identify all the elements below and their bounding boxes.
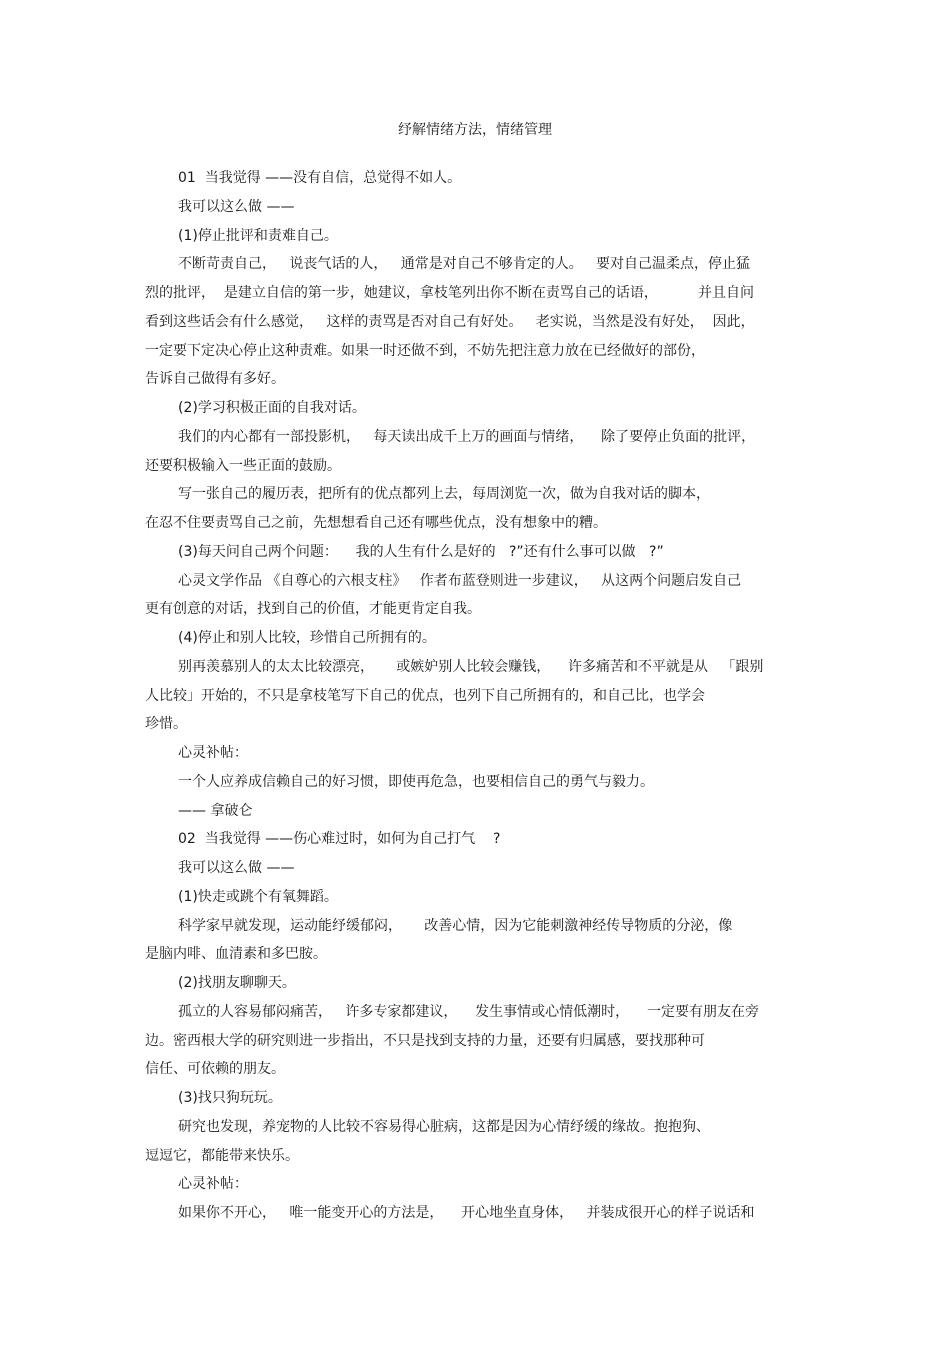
text-line: 02 当我觉得 ——伤心难过时，如何为自己打气 ? (178, 831, 501, 848)
text-line: 写一张自己的履历表，把所有的优点都列上去，每周浏览一次，做为自我对话的脚本， (178, 486, 710, 503)
text-line: 研究也发现，养宠物的人比较不容易得心脏病，这都是因为心情纾缓的缘故。抱抱狗、 (178, 1118, 710, 1135)
text-line: 孤立的人容易郁闷痛苦， 许多专家都建议， 发生事情或心情低潮时， 一定要有朋友在旁 (178, 1003, 759, 1020)
text-line: 珍惜。 (145, 716, 187, 733)
text-line: 别再羡慕别人的太太比较漂亮， 或嫉妒别人比较会赚钱， 许多痛苦和不平就是从 「跟别 (178, 658, 764, 675)
text-line: 心灵补帖： (178, 1176, 248, 1193)
text-line: 看到这些话会有什么感觉， 这样的责骂是否对自己有好处。 老实说，当然是没有好处， 因此， (145, 313, 755, 330)
text-line: (1)快走或跳个有氧舞蹈。 (178, 888, 338, 905)
text-line: 科学家早就发现，运动能纾缓郁闷， 改善心情，因为它能刺激神经传导物质的分泌，像 (178, 917, 733, 934)
text-line: 如果你不开心， 唯一能变开心的方法是， 开心地坐直身体， 并装成很开心的样子说话和 (178, 1205, 755, 1221)
text-line: (4)停止和别人比较，珍惜自己所拥有的。 (178, 630, 436, 646)
text-line: 人比较」开始的，不只是拿枝笔写下自己的优点，也列下自己所拥有的，和自己比，也学会 (145, 687, 705, 704)
document-title: 纾解情绪方法，情绪管理 (398, 122, 552, 138)
text-line: 边。密西根大学的研究则进一步指出，不只是找到支持的力量，还要有归属感，要找那种可 (145, 1032, 705, 1049)
text-line: —— 拿破仑 (178, 802, 253, 819)
text-line: 信任、可依赖的朋友。 (145, 1061, 285, 1078)
text-line: 烈的批评， 是建立自信的第一步，她建议，拿枝笔列出你不断在责骂自己的话语， 并且自问 (145, 285, 754, 301)
text-line: 是脑内啡、血清素和多巴胺。 (145, 946, 327, 963)
text-line: 我可以这么做 —— (178, 860, 295, 876)
text-line: (1)停止批评和责难自己。 (178, 227, 338, 244)
text-line: 01 当我觉得 ——没有自信，总觉得不如人。 (178, 170, 462, 186)
text-line: (3)找只狗玩玩。 (178, 1090, 282, 1106)
text-line: (2)学习积极正面的自我对话。 (178, 400, 366, 416)
text-line: 心灵补帖： (178, 745, 248, 761)
text-line: 一定要下定决心停止这种责难。如果一时还做不到，不妨先把注意力放在已经做好的部份， (145, 342, 705, 359)
text-line: 我可以这么做 —— (178, 198, 295, 215)
text-line: 在忍不住要责骂自己之前，先想想看自己还有哪些优点，没有想象中的糟。 (145, 515, 607, 531)
text-line: 还要积极输入一些正面的鼓励。 (145, 457, 341, 474)
text-line: (3)每天问自己两个问题： 我的人生有什么是好的 ?”还有什么事可以做 ?” (178, 543, 664, 560)
text-line: 逗逗它，都能带来快乐。 (145, 1147, 299, 1164)
document-body (145, 164, 805, 1228)
text-line: 一个人应养成信赖自己的好习惯，即使再危急，也要相信自己的勇气与毅力。 (178, 773, 654, 790)
text-line: 不断苛责自己， 说丧气话的人， 通常是对自己不够肯定的人。 要对自己温柔点，停止猛 (178, 256, 751, 273)
text-line: 我们的内心都有一部投影机， 每天读出成千上万的画面与情绪， 除了要停止负面的批评， (178, 428, 756, 445)
text-line: (2)找朋友聊聊天。 (178, 975, 296, 991)
text-line: 更有创意的对话，找到自己的价值，才能更肯定自我。 (145, 601, 481, 618)
text-line: 心灵文学作品 《自尊心的六根支柱》 作者布蓝登则进一步建议， 从这两个问题启发自己 (178, 572, 742, 589)
text-line: 告诉自己做得有多好。 (145, 371, 285, 388)
